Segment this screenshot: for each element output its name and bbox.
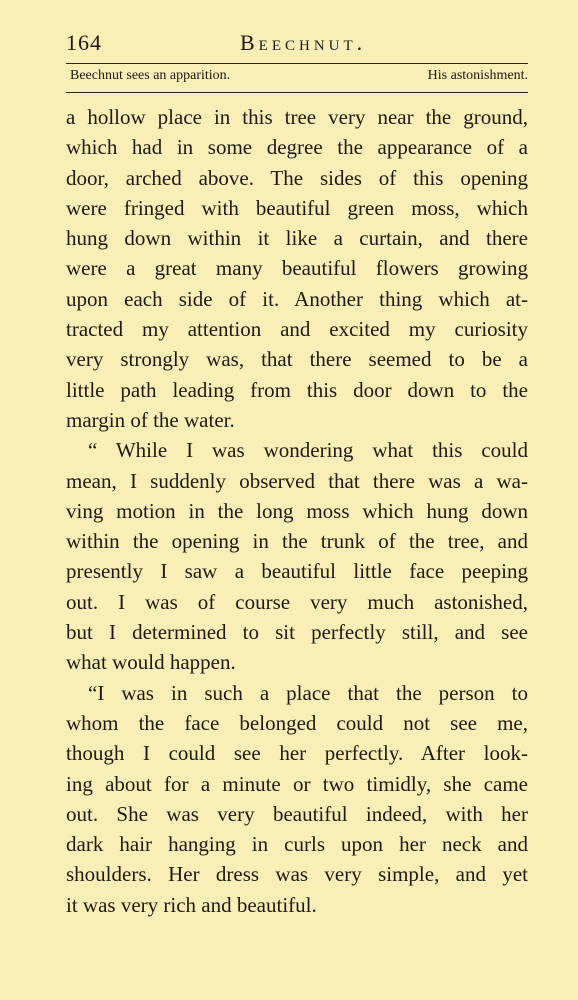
text-line: ving motion in the long moss which hung down [66,498,528,523]
text-line: were a great many beautiful flowers growing [66,256,528,281]
body-text [66,102,528,920]
text-line: tracted my attention and excited my curiosity [66,317,528,342]
text-line: dark hair hanging in curls upon her neck and [66,832,528,857]
text-line: mean, I suddenly observed that there was a wa- [66,468,528,493]
text-line: within the opening in the trunk of the tree, and [66,529,528,554]
book-title: Beechnut. [240,30,367,55]
text-line: shoulders. Her dress was very simple, and yet [66,862,528,887]
text-line: out. I was of course very much astonished, [66,589,528,614]
text-line: ing about for a minute or two timidly, she came [66,771,528,796]
text-line: very strongly was, that there seemed to be a [66,347,528,372]
text-line: it was very rich and beautiful. [66,892,317,917]
side-heading-left: Beechnut sees an apparition. [70,68,231,83]
page-number: 164 [66,30,102,55]
text-line: whom the face belonged could not see me, [66,710,528,735]
header-top-rule [66,63,528,64]
text-line: what would happen. [66,650,236,675]
text-line: hung down within it like a curtain, and there [66,226,528,251]
side-headings [66,66,528,90]
running-head [66,24,528,56]
text-line: “I was in such a place that the person to [88,680,528,705]
text-line: out. She was very beautiful indeed, with her [66,801,528,826]
text-line: upon each side of it. Another thing which at- [66,286,528,311]
text-line: little path leading from this door down to the [66,377,528,402]
text-line: “ While I was wondering what this could [88,438,528,463]
text-line: were fringed with beautiful green moss, which [66,195,528,220]
text-line: door, arched above. The sides of this opening [66,165,528,190]
header-bottom-rule [66,92,528,93]
text-line: but I determined to sit perfectly still, and see [66,620,528,645]
text-line: presently I saw a beautiful little face peeping [66,559,528,584]
text-line: a hollow place in this tree very near the ground, [66,105,528,129]
side-heading-right: His astonishment. [427,68,528,83]
text-line: though I could see her perfectly. After look- [66,741,528,766]
text-line: which had in some degree the appearance of a [66,135,528,160]
text-line: margin of the water. [66,407,235,432]
